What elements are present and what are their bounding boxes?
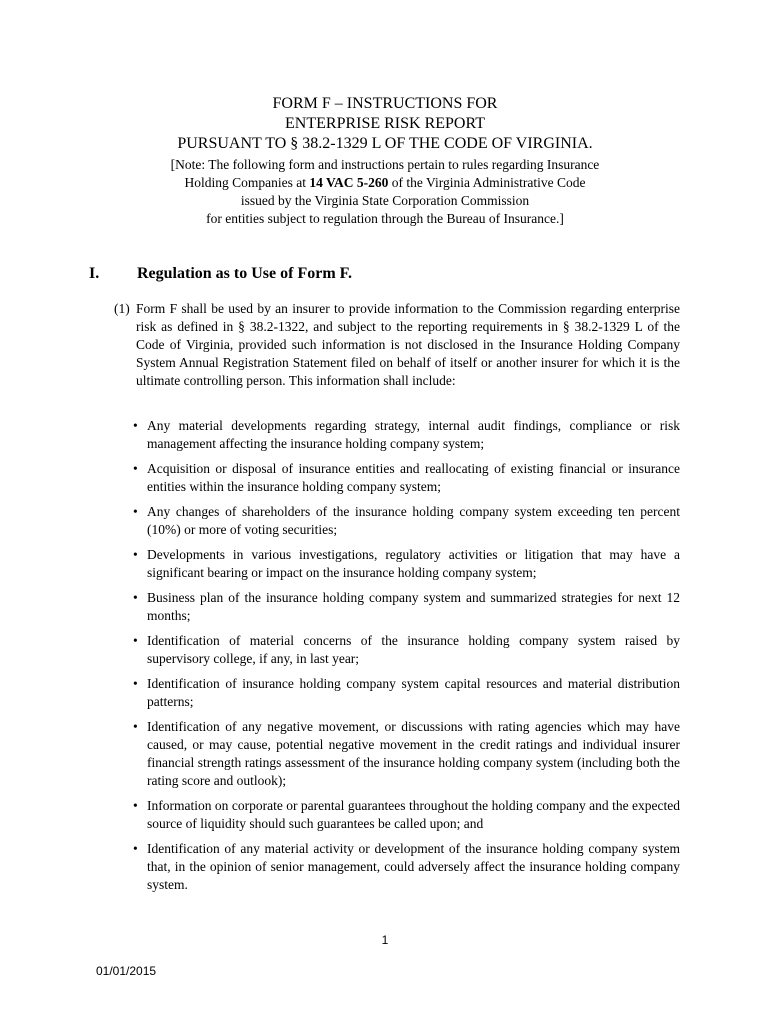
bullet-list [133, 417, 680, 901]
title-line-2: ENTERPRISE RISK REPORT [285, 115, 485, 132]
list-item [133, 675, 680, 711]
list-item [133, 797, 680, 833]
footer-date: 01/01/2015 [96, 964, 157, 978]
bullet-icon: • [133, 633, 138, 648]
paragraph-number: (1) [114, 301, 130, 316]
list-item [133, 632, 680, 668]
list-item-text: Developments in various investigations, regulatory activities or litigation that may have a significant bearing or impact on the insurance holding company system; [147, 547, 680, 580]
list-item [133, 460, 680, 496]
note-line-2 [0, 174, 770, 192]
note-line-2-before: Holding Companies at [184, 175, 310, 190]
bullet-icon: • [133, 418, 138, 433]
list-item [133, 589, 680, 625]
paragraph-text: Form F shall be used by an insurer to provide information to the Commission regarding enterprise risk as defined in § 38.2-1322, and subject to the reporting requirements in § 38.2-1329 L of the Code of Virginia, provided such information is not disclosed in the Insurance Holding Company System Annual Registration Statement filed on behalf of itself or another insurer for which it is the ultimate controlling person. This information shall include: [136, 301, 680, 388]
bullet-icon: • [133, 719, 138, 734]
list-item [133, 503, 680, 539]
section-number: I. [89, 265, 100, 282]
bullet-icon: • [133, 676, 138, 691]
title-line-1: FORM F – INSTRUCTIONS FOR [272, 95, 498, 112]
bullet-icon: • [133, 504, 138, 519]
note-line-1: [Note: The following form and instructions pertain to rules regarding Insurance [170, 157, 600, 172]
bullet-icon: • [133, 547, 138, 562]
regulation-citation: 14 VAC 5-260 [309, 175, 389, 190]
list-item-text: Acquisition or disposal of insurance entities and reallocating of existing financial or insurance entities within the insurance holding company system; [147, 461, 680, 494]
title-line-3: PURSUANT TO § 38.2-1329 L OF THE CODE OF VIRGINIA. [177, 135, 593, 152]
list-item-text: Any changes of shareholders of the insurance holding company system exceeding ten percent (10%) or more of voting securities; [147, 504, 680, 537]
bullet-icon: • [133, 841, 138, 856]
section-title: Regulation as to Use of Form F. [137, 265, 352, 282]
page-number: 1 [381, 933, 389, 947]
bullet-icon: • [133, 798, 138, 813]
note-line-4: for entities subject to regulation through the Bureau of Insurance.] [206, 211, 564, 226]
list-item-text: Identification of any material activity or development of the insurance holding company system that, in the opinion of senior management, could adversely affect the insurance holding company system. [147, 841, 680, 892]
bullet-icon: • [133, 590, 138, 605]
list-item-text: Identification of any negative movement, or discussions with rating agencies which may have caused, or may cause, potential negative movement in the credit ratings and individual insurer financial strength ratings assessment of the insurance holding company system (including both the rating score and outlook); [147, 719, 680, 788]
list-item-text: Information on corporate or parental guarantees throughout the holding company and the expected source of liquidity should such guarantees be called upon; and [147, 798, 680, 831]
list-item-text: Identification of insurance holding company system capital resources and material distribution patterns; [147, 676, 680, 709]
note-line-3: issued by the Virginia State Corporation Commission [240, 193, 530, 208]
bullet-icon: • [133, 461, 138, 476]
list-item [133, 546, 680, 582]
list-item-text: Any material developments regarding strategy, internal audit findings, compliance or risk management affecting the insurance holding company system; [147, 418, 680, 451]
note-block [0, 156, 770, 228]
list-item [133, 718, 680, 790]
list-item-text: Business plan of the insurance holding company system and summarized strategies for next 12 months; [147, 590, 680, 623]
note-line-2-after: of the Virginia Administrative Code [388, 175, 586, 190]
list-item [133, 417, 680, 453]
document-title [0, 94, 770, 154]
list-item [133, 840, 680, 894]
list-item-text: Identification of material concerns of the insurance holding company system raised by supervisory college, if any, in last year; [147, 633, 680, 666]
